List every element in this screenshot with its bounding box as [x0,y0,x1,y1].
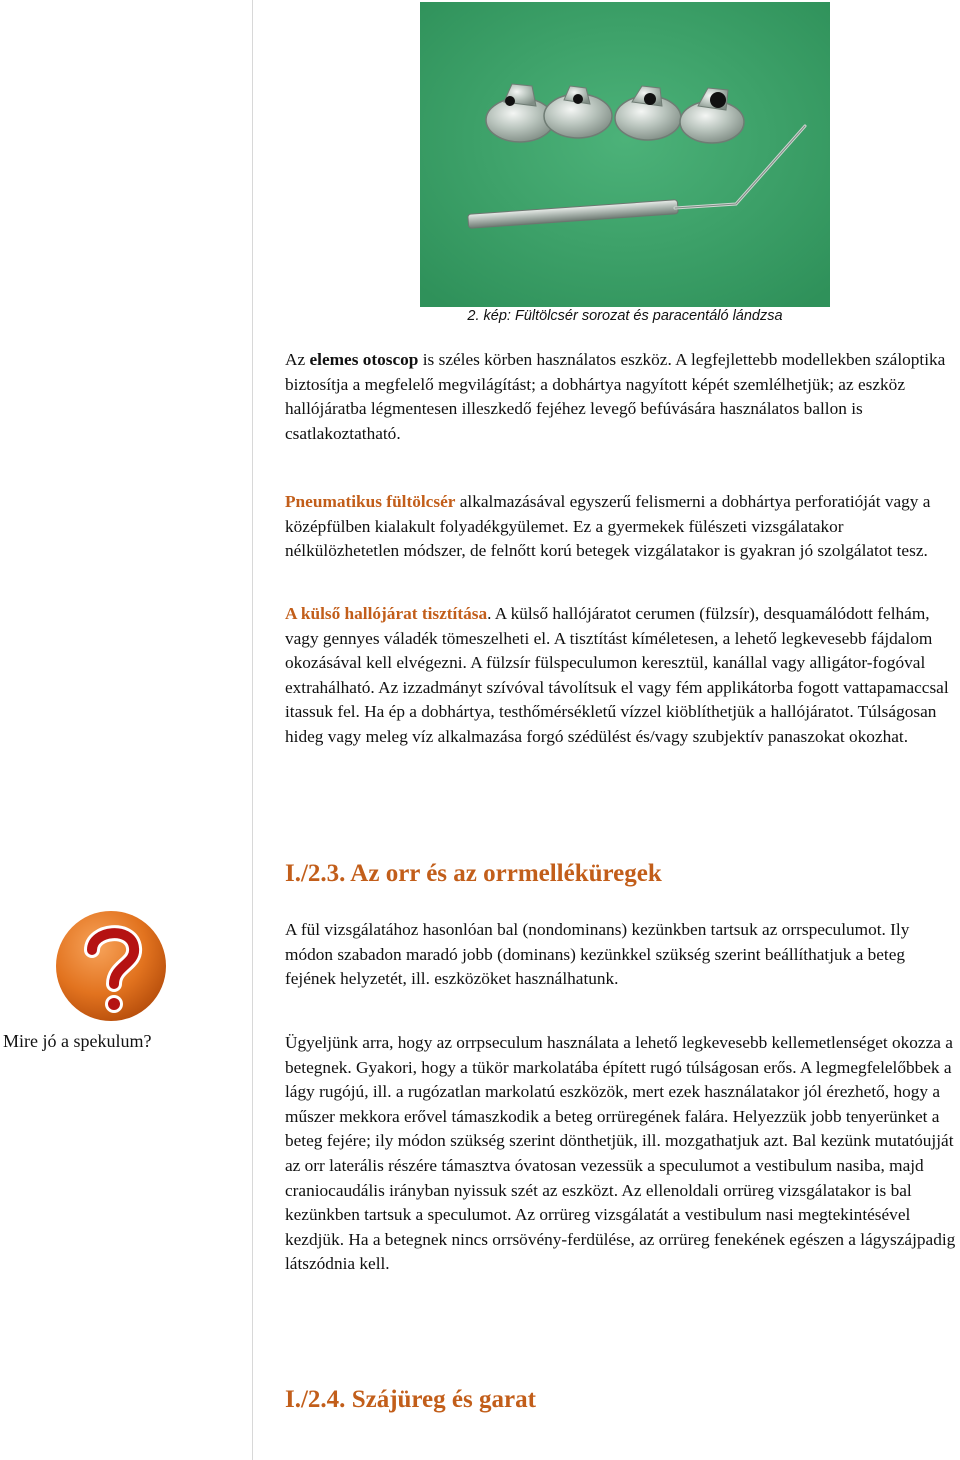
paragraph-pneumatic: Pneumatikus fültölcsér alkalmazásával egyszerű felismerni a dobhártya perforatióját vagy a középfülben kialakult folyadékgyülemet. Ez a gyermekek fülészeti vizsgálatakor nélkülözhetetlen módszer, de felnőtt korú betegek vizgálatakor is gyakran jó szolgálatot tesz. [285,492,931,561]
term-cleaning: A külső hallójárat tisztítása [285,604,488,623]
section-heading-mouth: I./2.4. Szájüreg és garat [285,1386,536,1413]
specula-photo [420,2,830,307]
figure-caption: 2. kép: Fültölcsér sorozat és paracentáló lándzsa [467,308,783,324]
paragraph-nose-intro: A fül vizsgálatához hasonlóan bal (nondominans) kezünkben tartsuk az orrspeculumot. Ily módon szabadon maradó jobb (dominans) kezünkkel szükség szerint beállíthatjuk a beteg fejének helyzetét, ill. eszközöket használhatunk. [285,920,910,989]
margin-divider [252,0,253,1460]
section-heading-nose: I./2.3. Az orr és az orrmelléküregek [285,860,662,887]
paragraph-otoscope: Az elemes otoscop is széles körben használatos eszköz. A legfejlettebb modellekben száloptika biztosítja a megfelelő megvilágítást; a dobhártya nagyított képét szemlélhetjük; az eszköz hallójáratba légmentesen illeszkedő fejéhez levegő befúvására használatos ballon is csatlakoztatható. [285,350,946,443]
term-pneumatic: Pneumatikus fültölcsér [285,492,456,511]
sidebar-question: Mire jó a spekulum? [3,1031,152,1051]
paragraph-nose-speculum: Ügyeljünk arra, hogy az orrpseculum használata a lehető legkevesebb kellemetlenséget okozza a betegnek. Gyakori, hogy a tükör markolatába épített rugó túlságosan erős. A legmegfelelőbbek a lágy rugójú, ill. a rugózatlan markolatú eszközök, mert ezek használatakor jól érezhető, hogy a műszer mekkora erővel támaszkodik a beteg orrüregének falára. Helyezzük jobb tenyerünket a beteg fejére; ily módon szükség szerint dönthetjük, ill. mozgathatjuk azt. Bal kezünk mutatóujját az orr laterális részére támasztva óvatosan vezessük a speculumot a vestibulum nasiba, majd craniocaudális irányban nyissuk szét az eszközt. Az ellenoldali orrüreg vizsgálatakor is bal kezünkben tartsuk a speculumot. Az orrüreg vizsgálatát a vestibulum nasi megtekintésével kezdjük. Ha a betegnek nincs orrsövény-ferdülése, az orrüreg fenekének egészen a lágyszájpadig látszódnia kell. [285,1033,956,1274]
term-otoscope: elemes otoscop [309,350,419,369]
question-mark-icon [52,906,170,1024]
paragraph-cleaning: A külső hallójárat tisztítása. A külső hallójáratot cerumen (fülzsír), desquamálódott felhám, vagy gennyes váladék tömeszelheti el. A tisztítást kíméletesen, a lehető legkevesebb fájdalom okozásával kell elvégezni. A fülzsír fülspeculumon keresztül, kanállal vagy alligátor-fogóval extrahálható. Az izzadmányt szívóval távolítsuk el vagy fém applikátorba fogott vattapamaccsal itassuk fel. Ha ép a dobhártya, testhőmérsékletű vízzel kiöblíthetjük a hallójáratot. Túlságosan hideg vagy meleg víz alkalmazása forgó szédülést és/vagy szubjektív panaszokat okozhat. [285,604,949,746]
